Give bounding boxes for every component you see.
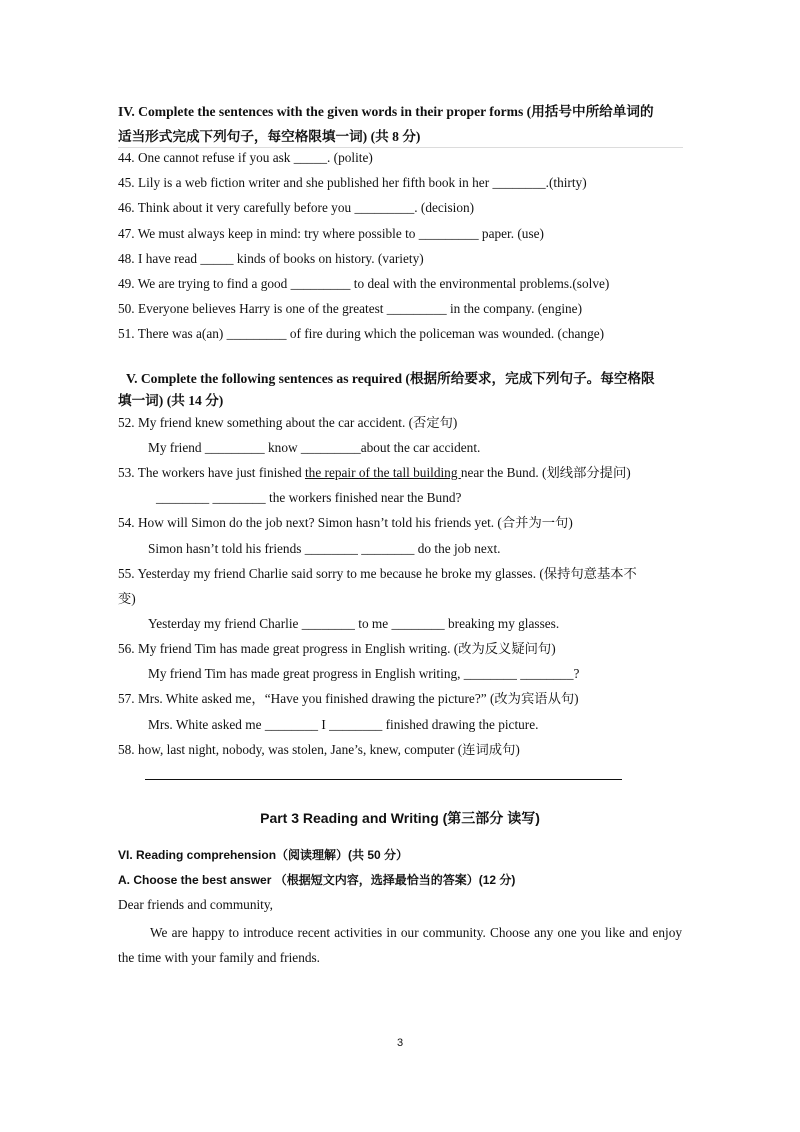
page-number: 3 xyxy=(396,1037,404,1049)
question-54-answer: Simon hasn’t told his friends ________ ________ do the job next. xyxy=(148,541,501,556)
question-50: 50. Everyone believes Harry is one of the greatest _________ in the company. (engine) xyxy=(118,301,583,316)
question-55-line2: 变) xyxy=(118,591,136,606)
part3-title: Part 3 Reading and Writing (第三部分 读写) xyxy=(260,810,540,826)
question-53-underlined: the repair of the tall building xyxy=(304,465,461,480)
question-56: 56. My friend Tim has made great progress in English writing. (改为反义疑问句) xyxy=(118,641,556,656)
question-53-answer: ________ ________ the workers finished near the Bund? xyxy=(156,490,462,505)
subsection-a-heading: A. Choose the best answer （根据短文内容，选择最恰当的答案）(12 分) xyxy=(118,873,516,887)
question-57-answer: Mrs. White asked me ________ I ________ finished drawing the picture. xyxy=(148,717,539,732)
section4-heading-line1: IV. Complete the sentences with the given words in their proper forms (用括号中所给单词的 xyxy=(118,104,654,119)
question-52: 52. My friend knew something about the car accident. (否定句) xyxy=(118,415,458,430)
section5-heading-line1: V. Complete the following sentences as required (根据所给要求，完成下列句子。每空格限 xyxy=(126,371,655,386)
answer-line[interactable] xyxy=(145,779,622,780)
question-48: 48. I have read _____ kinds of books on history. (variety) xyxy=(118,251,424,266)
section6-heading: VI. Reading comprehension（阅读理解）(共 50 分） xyxy=(118,848,409,862)
question-49: 49. We are trying to find a good _________ to deal with the environmental problems.(solve) xyxy=(118,276,610,291)
question-56-answer: My friend Tim has made great progress in English writing, ________ ________? xyxy=(148,666,580,681)
question-47: 47. We must always keep in mind: try where possible to _________ paper. (use) xyxy=(118,226,544,241)
letter-salutation: Dear friends and community, xyxy=(118,897,273,912)
question-45: 45. Lily is a web fiction writer and she published her fifth book in her ________.(thirty) xyxy=(118,175,587,190)
question-53-after: near the Bund. (划线部分提问) xyxy=(460,465,631,480)
question-51: 51. There was a(an) _________ of fire during which the policeman was wounded. (change) xyxy=(118,326,605,341)
question-44: 44. One cannot refuse if you ask _____. (polite) xyxy=(118,150,373,165)
question-46: 46. Think about it very carefully before you _________. (decision) xyxy=(118,200,475,215)
question-55-answer: Yesterday my friend Charlie ________ to me ________ breaking my glasses. xyxy=(148,616,560,631)
question-52-answer: My friend _________ know _________about the car accident. xyxy=(148,440,481,455)
question-53 xyxy=(118,464,688,482)
section-divider xyxy=(118,147,683,148)
question-55-line1: 55. Yesterday my friend Charlie said sorry to me because he broke my glasses. (保持句意基本不 xyxy=(118,566,637,581)
question-57: 57. Mrs. White asked me，“Have you finished drawing the picture?” (改为宾语从句) xyxy=(118,691,579,706)
question-53-before: 53. The workers have just finished xyxy=(118,465,305,480)
section5-heading-line2: 填一词) (共 14 分) xyxy=(118,393,224,408)
question-54: 54. How will Simon do the job next? Simon hasn’t told his friends yet. (合并为一句) xyxy=(118,515,573,530)
section4-heading-line2: 适当形式完成下列句子，每空格限填一词) (共 8 分) xyxy=(118,129,421,144)
letter-paragraph: We are happy to introduce recent activities in our community. Choose any one you like and enjoy the time with your family and friends. xyxy=(118,925,682,965)
question-58: 58. how, last night, nobody, was stolen, Jane’s, knew, computer (连词成句) xyxy=(118,742,520,757)
